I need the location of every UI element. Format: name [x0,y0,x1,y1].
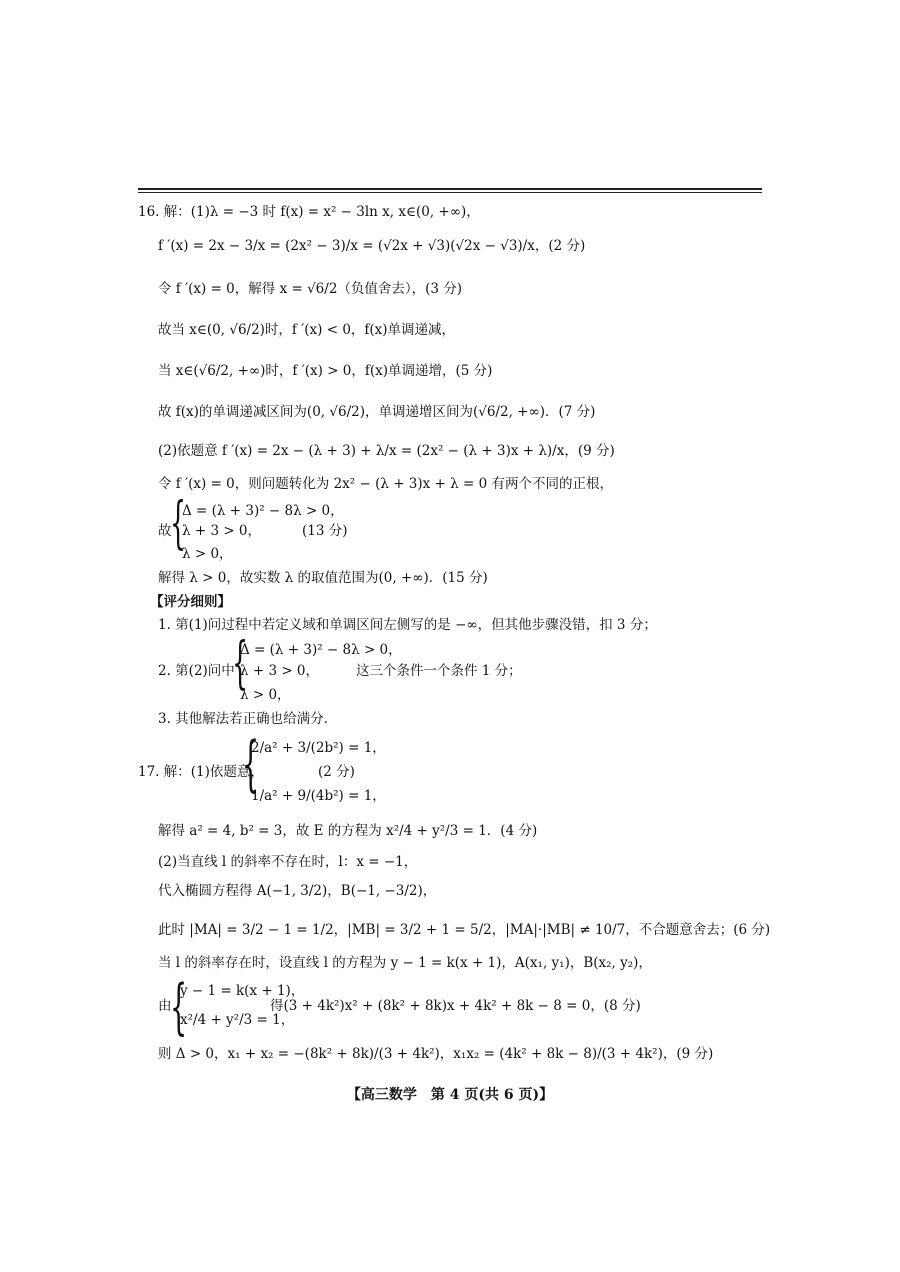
text-line: (13 分) [302,523,348,539]
text-line: 令 f ′(x) = 0，则问题转化为 2x² − (λ + 3)x + λ = 0 有两个不同的正根， [158,476,613,492]
text-line: 代入椭圆方程得 A(−1, 3/2)，B(−1, −3/2)， [158,883,437,899]
text-line: 由 [158,998,172,1014]
text-line: 故 f(x)的单调递减区间为(0, √6/2)，单调递增区间为(√6/2, +∞)．(7 分) [158,404,596,420]
text-line: y − 1 = k(x + 1)， [180,983,305,999]
section-heading: 【评分细则】 [150,594,231,610]
text-line: 17. 解：(1)依题意， [138,764,264,780]
text-line: 故 [158,523,172,539]
text-line: (2)依题意 f ′(x) = 2x − (λ + 3) + λ/x = (2x² − (λ + 3)x + λ)/x，(9 分) [158,443,615,459]
text-line: 此时 |MA| = 3/2 − 1 = 1/2，|MB| = 3/2 + 1 = 5/2，|MA|·|MB| ≠ 10/7，不合题意舍去；(6 分) [158,922,771,938]
text-line: λ + 3 > 0， [182,523,262,539]
text-line: f ′(x) = 2x − 3/x = (2x² − 3)/x = (√2x + √3)(√2x − √3)/x，(2 分) [158,238,586,254]
text-line: (2)当直线 l 的斜率不存在时，l：x = −1， [158,854,418,870]
text-line: 1/a² + 9/(4b²) = 1， [251,788,386,804]
text-line: λ + 3 > 0， [240,663,320,679]
text-line: (2 分) [318,764,355,780]
text-line: 解得 a² = 4, b² = 3，故 E 的方程为 x²/4 + y²/3 = 1．(4 分) [158,823,538,839]
left-brace: { [242,729,260,799]
text-line: 1. 第(1)问过程中若定义域和单调区间左侧写的是 −∞，但其他步骤没错，扣 3 分； [158,617,657,633]
left-brace: { [232,631,249,696]
text-line: 则 Δ > 0，x₁ + x₂ = −(8k² + 8k)/(3 + 4k²)，x₁x₂ = (4k² + 8k − 8)/(3 + 4k²)，(9 分) [158,1046,714,1062]
text-line: 当 l 的斜率存在时，设直线 l 的方程为 y − 1 = k(x + 1)，A(x₁, y₁)，B(x₂, y₂)， [158,955,652,971]
text-line: 16. 解：(1)λ = −3 时 f(x) = x² − 3ln x, x∈(0, +∞)， [138,204,480,220]
left-brace: { [170,491,187,556]
page-footer: 【高三数学 第 4 页(共 6 页)】 [346,1087,554,1103]
text-line: 得(3 + 4k²)x² + (8k² + 8k)x + 4k² + 8k − 8 = 0，(8 分) [270,998,641,1014]
text-line: 当 x∈(√6/2, +∞)时，f ′(x) > 0，f(x)单调递增，(5 分) [158,363,493,379]
text-line: 解得 λ > 0，故实数 λ 的取值范围为(0, +∞)．(15 分) [158,570,488,586]
text-line: Δ = (λ + 3)² − 8λ > 0， [240,642,402,658]
text-line: λ > 0， [240,687,291,703]
text-line: 2. 第(2)问中 [158,663,235,679]
text-line: 这三个条件一个条件 1 分； [356,663,522,679]
header-rule [138,188,762,190]
text-line: 令 f ′(x) = 0，解得 x = √6/2（负值舍去），(3 分) [158,281,463,297]
header-rule-thin [138,192,762,193]
text-line: 故当 x∈(0, √6/2)时，f ′(x) < 0，f(x)单调递减， [158,322,456,338]
text-line: λ > 0， [182,546,233,562]
text-line: 3. 其他解法若正确也给满分. [158,711,328,727]
text-line: Δ = (λ + 3)² − 8λ > 0， [182,503,344,519]
left-brace: { [170,972,188,1042]
text-line: 2/a² + 3/(2b²) = 1， [251,740,386,756]
text-line: x²/4 + y²/3 = 1， [180,1012,295,1028]
